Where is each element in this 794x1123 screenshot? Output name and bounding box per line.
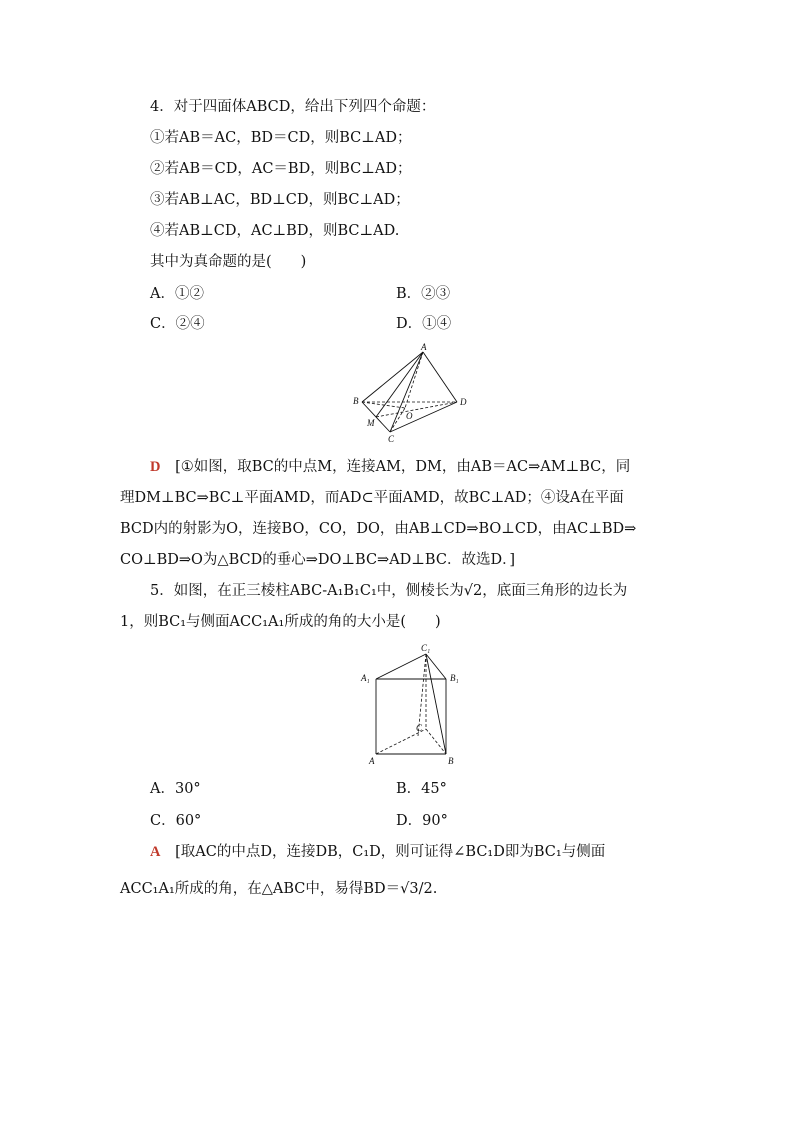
edge-ao-hidden — [405, 352, 423, 408]
tetrahedron-figure — [350, 342, 480, 447]
label-a1: A₁ — [361, 673, 370, 683]
label-c1: C₁ — [421, 643, 431, 653]
q4-solution-line-1 — [150, 458, 630, 476]
q5-solution-line-2: ACC₁A₁所成的角，在△ABC中，易得BD＝√3/2. — [120, 881, 438, 897]
q4-answer: D — [150, 459, 161, 475]
label-m: M — [367, 418, 375, 428]
q4-solution-line-3: BCD内的射影为O，连接BO，CO，DO，由AB⊥CD⇒BO⊥CD，由AC⊥BD⇒ — [120, 521, 637, 537]
edge-c1b1 — [426, 654, 446, 679]
q4-proposition-2: ②若AB＝CD，AC＝BD，则BC⊥AD； — [150, 161, 412, 177]
q4-proposition-4: ④若AB⊥CD，AC⊥BD，则BC⊥AD. — [150, 223, 400, 239]
prism-figure — [358, 640, 468, 770]
q4-option-a: A．①② — [150, 286, 204, 302]
label-o: O — [406, 411, 413, 421]
edge-md-hidden — [376, 402, 457, 417]
q4-solution-line-2: 理DM⊥BC⇒BC⊥平面AMD，而AD⊂平面AMD，故BC⊥AD；④设A在平面 — [120, 490, 624, 506]
edge-cb-hidden — [426, 729, 446, 754]
q5-option-c: C．60° — [150, 813, 202, 829]
label-c: C — [388, 434, 395, 444]
q4-option-c: C．②④ — [150, 316, 205, 332]
q4-solution-text-1: [①如图，取BC的中点M，连接AM，DM，由AB＝AC⇒AM⊥BC，同 — [175, 459, 631, 475]
q4-proposition-3: ③若AB⊥AC，BD⊥CD，则BC⊥AD； — [150, 192, 410, 208]
label-a: A — [369, 756, 375, 766]
q5-answer: A — [150, 844, 161, 860]
edge-a1c1 — [376, 654, 426, 679]
label-b: B — [353, 396, 359, 406]
q4-stem: 4．对于四面体ABCD，给出下列四个命题： — [150, 99, 436, 115]
q5-option-a: A．30° — [150, 781, 201, 797]
q4-solution-line-4: CO⊥BD⇒O为△BCD的垂心⇒DO⊥BC⇒AD⊥BC．故选D．] — [120, 552, 515, 568]
q5-solution-line-1 — [150, 843, 605, 861]
edge-ad — [423, 352, 457, 402]
label-d: D — [460, 397, 467, 407]
label-b1: B₁ — [450, 673, 459, 683]
q4-option-b: B．②③ — [396, 286, 451, 302]
q4-question: 其中为真命题的是( ) — [150, 254, 307, 270]
edge-bc1 — [426, 654, 446, 754]
q4-option-d: D．①④ — [396, 316, 452, 332]
q5-stem-line-1: 5．如图，在正三棱柱ABC-A₁B₁C₁中，侧棱长为√2，底面三角形的边长为 — [150, 583, 628, 599]
label-c: C — [416, 723, 423, 733]
q5-solution-text-1: [取AC的中点D，连接DB，C₁D，则可证得∠BC₁D即为BC₁与侧面 — [175, 844, 606, 860]
q5-option-b: B．45° — [396, 781, 447, 797]
label-b: B — [448, 756, 454, 766]
label-a: A — [421, 342, 427, 352]
q5-option-d: D．90° — [396, 813, 448, 829]
q5-stem-line-2: 1，则BC₁与侧面ACC₁A₁所成的角的大小是( ) — [120, 614, 441, 630]
q4-proposition-1: ①若AB＝AC，BD＝CD，则BC⊥AD； — [150, 130, 412, 146]
